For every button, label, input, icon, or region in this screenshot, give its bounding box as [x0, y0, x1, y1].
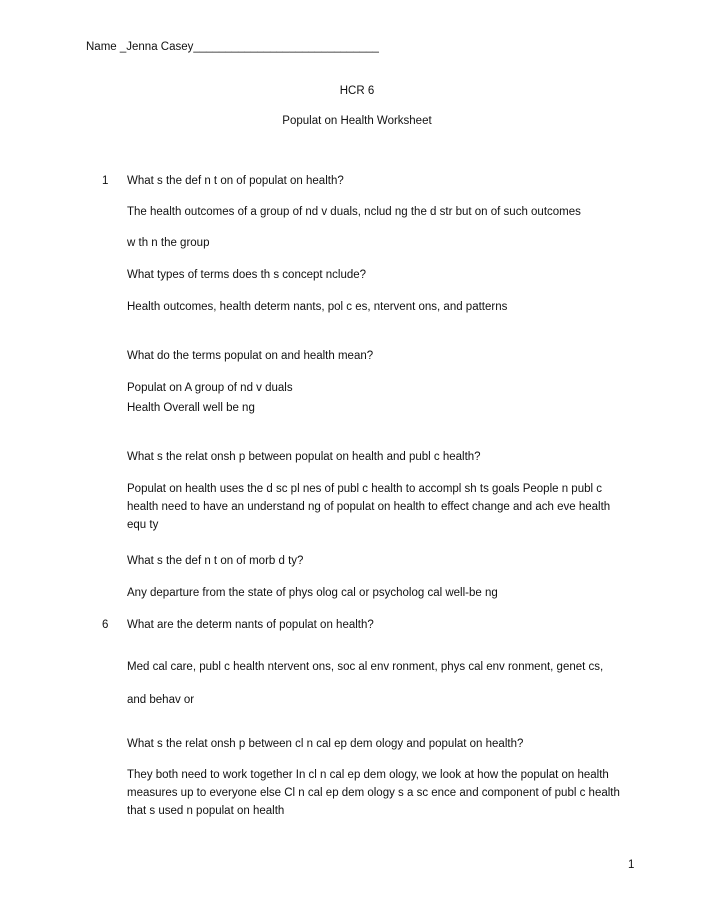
answer-text: Health Overall well be ng	[127, 402, 255, 414]
worksheet-title: Populat on Health Worksheet	[282, 115, 432, 127]
question-text: What s the relat onsh p between cl n cal ep dem ology and populat on health?	[127, 738, 524, 750]
question-text: What do the terms populat on and health mean?	[127, 350, 374, 362]
question-text: What s the def n t on of populat on health?	[127, 175, 344, 187]
question-text: What s the def n t on of morb d ty?	[127, 555, 304, 567]
name-line: Name _Jenna Casey_____________________________	[86, 41, 379, 53]
answer-text: Populat on A group of nd v duals	[127, 382, 293, 394]
page-number: 1	[628, 859, 635, 871]
answer-text: and behav or	[127, 694, 195, 706]
answer-text: health need to have an understand ng of populat on health to effect change and ach eve health	[127, 501, 611, 513]
question-text: What types of terms does th s concept nclude?	[127, 269, 367, 281]
answer-text: The health outcomes of a group of nd v duals, nclud ng the d str but on of such outcomes	[127, 206, 581, 218]
question-text: What are the determ nants of populat on health?	[127, 619, 374, 631]
answer-text: w th n the group	[127, 237, 210, 249]
answer-text: equ ty	[127, 519, 159, 531]
answer-text: Health outcomes, health determ nants, pol c es, ntervent ons, and patterns	[127, 301, 508, 313]
answer-text: Populat on health uses the d sc pl nes of publ c health to accompl sh ts goals People n publ c	[127, 483, 602, 495]
item-number: 6	[102, 619, 109, 631]
answer-text: measures up to everyone else Cl n cal ep dem ology s a sc ence and component of publ c health	[127, 787, 620, 799]
answer-text: Any departure from the state of phys olog cal or psycholog cal well-be ng	[127, 587, 498, 599]
course-code: HCR 6	[339, 85, 375, 97]
answer-text: that s used n populat on health	[127, 805, 285, 817]
answer-text: Med cal care, publ c health ntervent ons, soc al env ronment, phys cal env ronment, genet cs,	[127, 661, 604, 673]
question-text: What s the relat onsh p between populat on health and publ c health?	[127, 451, 481, 463]
answer-text: They both need to work together In cl n cal ep dem ology, we look at how the populat on health	[127, 769, 609, 781]
item-number: 1	[102, 175, 109, 187]
